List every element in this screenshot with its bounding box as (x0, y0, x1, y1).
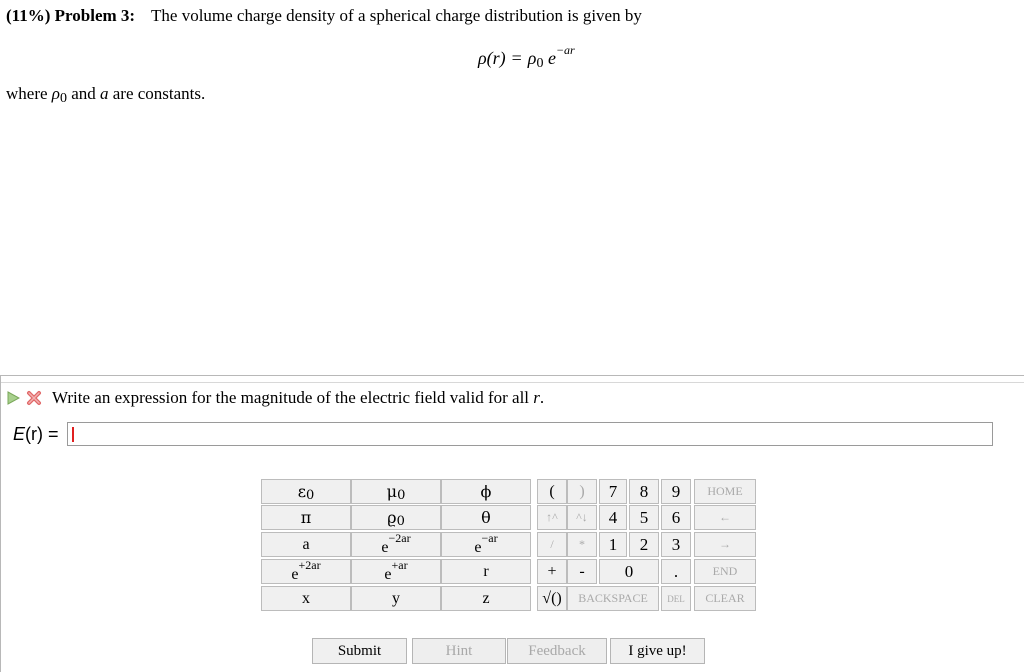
feedback-button: Feedback (507, 638, 607, 664)
problem-header (6, 6, 642, 26)
submit-button[interactable]: Submit (312, 638, 407, 664)
key-e-minus-ar[interactable]: e −ar (441, 532, 531, 557)
key-close-paren: ) (567, 479, 597, 504)
section-divider-left (0, 375, 1, 672)
key-pi[interactable]: π (261, 505, 351, 530)
equation-lhs: ρ(r) (478, 48, 506, 68)
key-e-plus-ar[interactable]: e +ar (351, 559, 441, 584)
key-3[interactable]: 3 (661, 532, 691, 557)
key-divide: / (537, 532, 567, 557)
key-up-caret: ↑^ (537, 505, 567, 530)
key-1[interactable]: 1 (599, 532, 627, 557)
answer-input[interactable] (67, 422, 993, 446)
key-right-arrow: → (694, 532, 756, 557)
key-open-paren[interactable]: ( (537, 479, 567, 504)
where-rho: ρ (51, 84, 60, 103)
key-backspace: BACKSPACE (567, 586, 659, 611)
key-left-arrow: ← (694, 505, 756, 530)
equation-equals: = (511, 48, 522, 68)
key-9[interactable]: 9 (661, 479, 691, 504)
key-home: HOME (694, 479, 756, 504)
play-icon[interactable] (6, 391, 20, 405)
key-6[interactable]: 6 (661, 505, 691, 530)
key-e-plus-2ar[interactable]: e +2ar (261, 559, 351, 584)
key-del: DEL (661, 586, 691, 611)
key-minus[interactable]: - (567, 559, 597, 584)
key-end: END (694, 559, 756, 584)
key-5[interactable]: 5 (629, 505, 659, 530)
where-rho-sub: 0 (59, 91, 67, 106)
question-body: Write an expression for the magnitude of the electric field valid for all (52, 388, 530, 407)
question-var: r (533, 388, 540, 407)
answer-label-arg: (r) (25, 424, 43, 444)
where-suffix: are constants. (112, 84, 206, 103)
hint-button: Hint (412, 638, 506, 664)
answer-label-eq: = (48, 424, 59, 444)
key-7[interactable]: 7 (599, 479, 627, 504)
key-0[interactable]: 0 (599, 559, 659, 584)
question-end: . (539, 388, 545, 407)
key-a[interactable]: a (261, 532, 351, 557)
equation-e: e (547, 48, 556, 68)
problem-label: Problem 3: (54, 6, 136, 25)
where-a: a (100, 84, 109, 103)
answer-label (13, 424, 59, 445)
key-x[interactable]: x (261, 586, 351, 611)
charge-density-equation (478, 43, 575, 71)
answer-label-var: E (13, 424, 26, 444)
key-2[interactable]: 2 (629, 532, 659, 557)
text-cursor (72, 427, 74, 442)
problem-percent: (11%) (6, 6, 51, 25)
key-8[interactable]: 8 (629, 479, 659, 504)
constants-note (6, 84, 205, 104)
key-r[interactable]: r (441, 559, 531, 584)
question-row (6, 386, 544, 410)
key-epsilon0[interactable]: ε 0 (261, 479, 351, 504)
section-divider-inner (0, 382, 1024, 383)
incorrect-x-icon (26, 390, 42, 406)
key-y[interactable]: y (351, 586, 441, 611)
section-divider (0, 375, 1024, 376)
key-rho0[interactable]: ϱ 0 (351, 505, 441, 530)
where-and: and (71, 84, 96, 103)
equation-rho-sub: 0 (536, 56, 544, 71)
key-4[interactable]: 4 (599, 505, 627, 530)
key-multiply: * (567, 532, 597, 557)
key-e-minus-2ar[interactable]: e −2ar (351, 532, 441, 557)
key-mu0[interactable]: μ 0 (351, 479, 441, 504)
problem-statement: The volume charge density of a spherical charge distribution is given by (151, 6, 642, 25)
key-z[interactable]: z (441, 586, 531, 611)
where-prefix: where (6, 84, 48, 103)
key-dot[interactable]: . (661, 559, 691, 584)
equation-exponent: −ar (555, 43, 575, 57)
key-sqrt[interactable]: √() (537, 586, 567, 611)
key-plus[interactable]: + (537, 559, 567, 584)
give-up-button[interactable]: I give up! (610, 638, 705, 664)
equation-rho: ρ (527, 48, 537, 68)
key-caret-down: ^↓ (567, 505, 597, 530)
key-theta[interactable]: θ (441, 505, 531, 530)
key-clear: CLEAR (694, 586, 756, 611)
key-phi[interactable]: ϕ (441, 479, 531, 504)
question-text (52, 388, 544, 408)
